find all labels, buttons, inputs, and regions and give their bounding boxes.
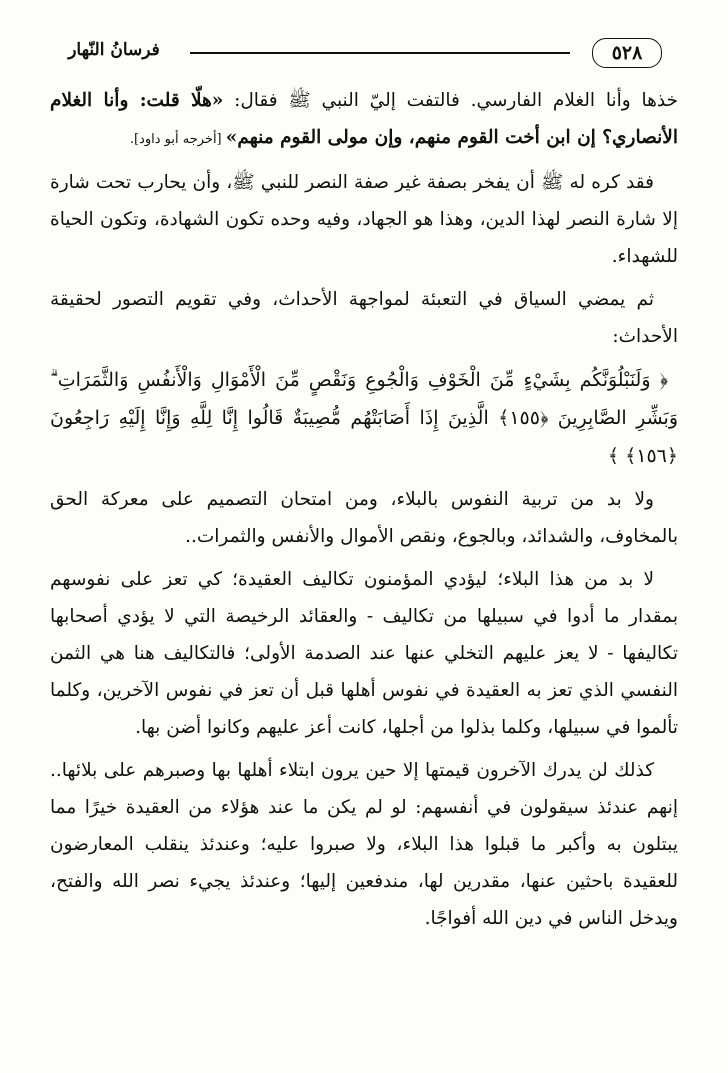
paragraph-3: ثم يمضي السياق في التعبئة لمواجهة الأحداث، وفي تقويم التصور لحقيقة الأحداث: bbox=[50, 289, 678, 347]
hadith-quote: «هلّا قلت: وأنا الغلام الأنصاري؟ إن ابن أخت القوم منهم، وإن مولى القوم منهم» bbox=[50, 90, 678, 148]
hadith-reference: [أخرجه أبو داود]. bbox=[129, 132, 226, 147]
header-rule bbox=[190, 52, 570, 54]
paragraph-5: لا بد من هذا البلاء؛ ليؤدي المؤمنون تكاليف العقيدة؛ كي تعز على نفوسهم بمقدار ما أدوا في سبيلها من تكاليف - والعقائد الرخيصة التي لا يؤدي أصحابها تكاليفها - لا يعز عليهم التخلي عنها عند الصدمة الأولى؛ فالتكاليف هنا هي الثمن النفسي الذي تعز به العقيدة في نفوس أهلها قبل أن تعز في نفوس الآخرين، وكلما تألموا في سبيلها، وكلما بذلوا من أجلها، كانت أعز عليهم وكانوا أضن بها. bbox=[50, 569, 678, 738]
page-header bbox=[0, 30, 728, 70]
book-title: فرسانُ النّهار bbox=[68, 40, 160, 60]
paragraph-1-text: خذها وأنا الغلام الفارسي. فالتفت إليّ النبي ﷺ فقال: bbox=[223, 90, 678, 111]
paragraph-4: ولا بد من تربية النفوس بالبلاء، ومن امتحان التصميم على معركة الحق بالمخاوف، والشدائد، وبالجوع، ونقص الأموال والأنفس والثمرات.. bbox=[50, 489, 678, 547]
quran-verse: ﴿ وَلَنَبْلُوَنَّكُم بِشَيْءٍ مِّنَ الْخَوْفِ وَالْجُوعِ وَنَقْصٍ مِّنَ الْأَمْوَالِ وَالْأَنفُسِ وَالثَّمَرَاتِ ۗ وَبَشِّرِ الصَّابِرِينَ ﴿١٥٥﴾ الَّذِينَ إِذَا أَصَابَتْهُم مُّصِيبَةٌ قَالُوا إِنَّا لِلَّهِ وَإِنَّا إِلَيْهِ رَاجِعُونَ ﴿١٥٦﴾ ﴾ bbox=[50, 369, 678, 467]
paragraph-2: فقد كره له ﷺ أن يفخر بصفة غير صفة النصر للنبي ﷺ، وأن يحارب تحت شارة إلا شارة النصر لهذا الدين، وهذا هو الجهاد، وفيه وحده تكون الشهادة، وتكون الحياة للشهداء. bbox=[50, 172, 678, 267]
page-body bbox=[50, 82, 678, 943]
paragraph-6: كذلك لن يدرك الآخرون قيمتها إلا حين يرون ابتلاء أهلها بها وصبرهم على بلائها.. إنهم عندئذ سيقولون في أنفسهم: لو لم يكن ما عند هؤلاء من العقيدة خيرًا مما يبتلون به وأكبر ما قبلوا هذا البلاء، ولا صبروا عليه؛ وعندئذ ينقلب المعارضون للعقيدة باحثين عنها، مقدرين لها، مندفعين إليها؛ وعندئذ يجيء نصر الله والفتح، ويدخل الناس في دين الله أفواجًا. bbox=[50, 760, 678, 929]
paragraph-1 bbox=[50, 82, 678, 158]
page-number: ٥٢٨ bbox=[592, 38, 662, 68]
